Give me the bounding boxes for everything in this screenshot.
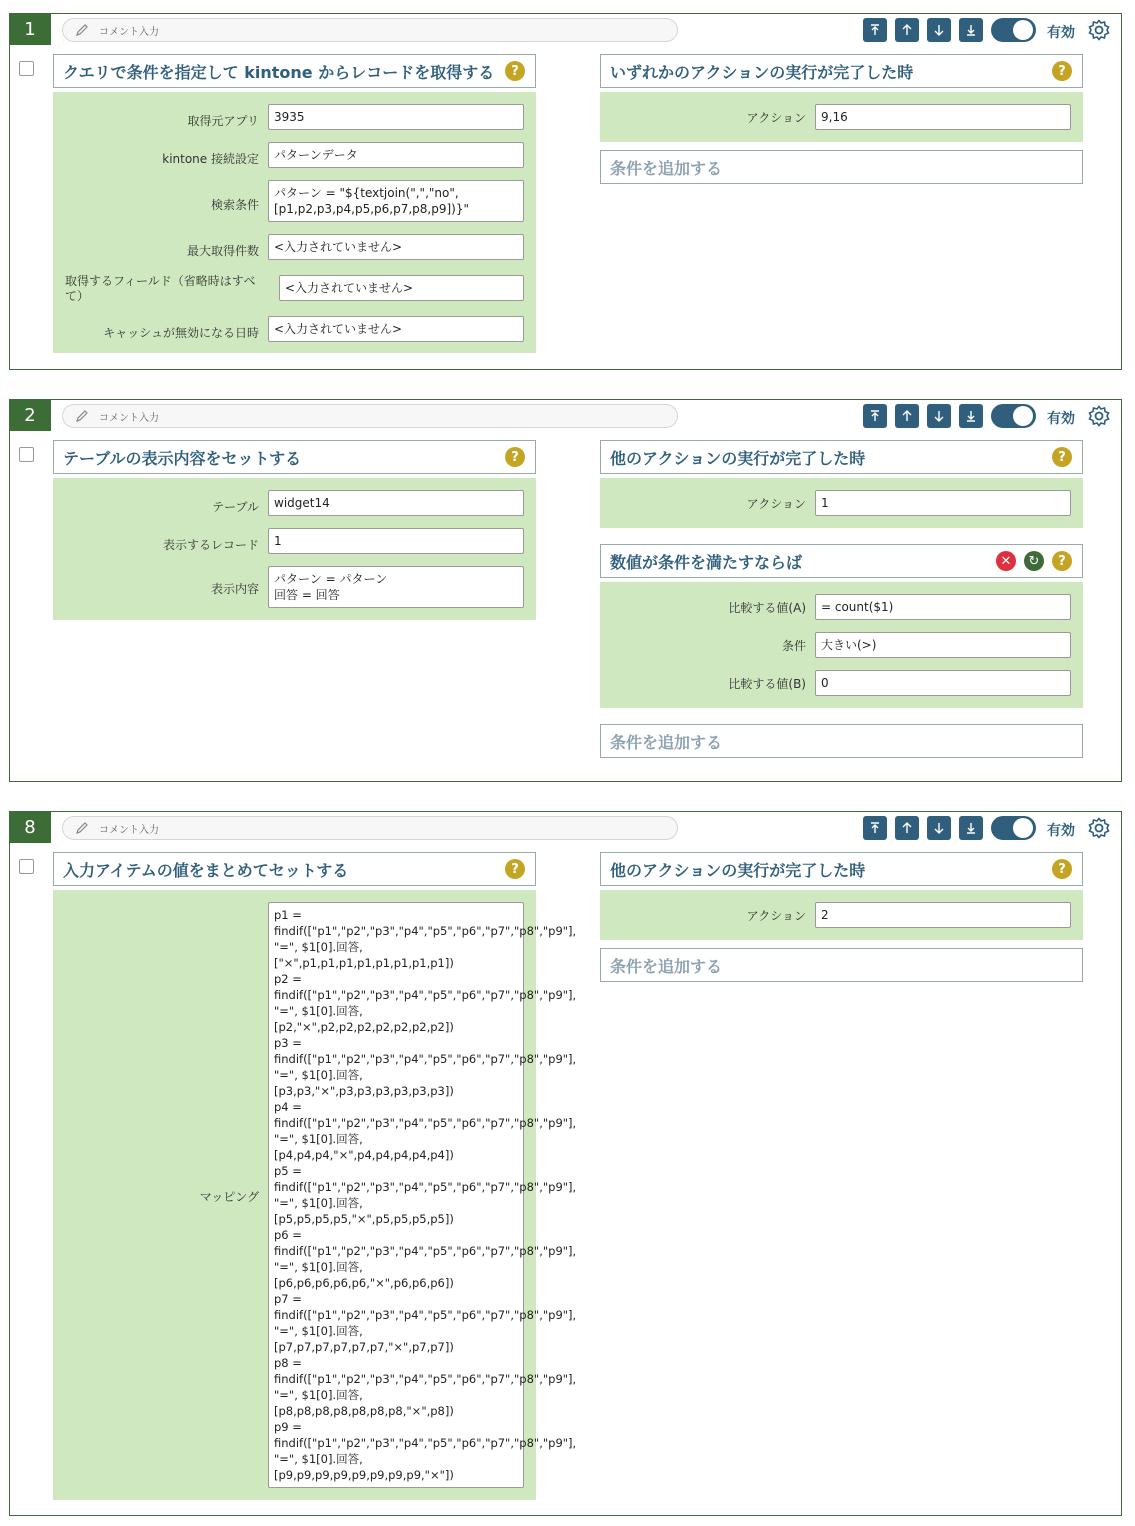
help-icon[interactable]: ? [1052, 447, 1072, 467]
add-condition-button[interactable]: 条件を追加する [600, 724, 1083, 758]
action-body [53, 890, 577, 1500]
comment-input[interactable] [62, 816, 678, 840]
help-icon[interactable]: ? [505, 447, 525, 467]
arrow-up-icon [900, 23, 914, 37]
move-up-button[interactable] [895, 816, 919, 840]
comment-input[interactable] [62, 18, 678, 42]
arrow-down-icon [932, 23, 946, 37]
move-up-button[interactable] [895, 404, 919, 428]
comment-placeholder: コメント入力 [99, 412, 159, 424]
enable-toggle[interactable] [991, 18, 1036, 42]
field-input[interactable]: <入力されていません> [268, 316, 524, 342]
condition-input[interactable]: = count($1) [815, 594, 1071, 620]
condition-title: 数値が条件を満たすならば [610, 552, 803, 572]
action-body [53, 478, 536, 620]
arrow-top-icon [868, 23, 882, 37]
trigger-body [600, 478, 1083, 528]
condition-header [600, 544, 1083, 578]
field-input[interactable]: パターンデータ [268, 142, 524, 168]
move-bottom-button[interactable] [959, 404, 983, 428]
toggle-label: 有効 [1047, 823, 1075, 839]
move-top-button[interactable] [863, 18, 887, 42]
move-down-button[interactable] [927, 18, 951, 42]
arrow-up-icon [900, 821, 914, 835]
arrow-bottom-icon [964, 821, 978, 835]
gear-icon[interactable] [1087, 18, 1111, 42]
arrow-bottom-icon [964, 23, 978, 37]
comment-placeholder: コメント入力 [99, 824, 159, 836]
field-label: 表示内容 [210, 581, 259, 596]
field-input[interactable]: 1 [268, 528, 524, 554]
help-icon[interactable]: ? [505, 859, 525, 879]
move-bottom-button[interactable] [959, 18, 983, 42]
move-top-button[interactable] [863, 404, 887, 428]
move-up-button[interactable] [895, 18, 919, 42]
trigger-label: アクション [746, 496, 806, 511]
action-header [53, 852, 536, 886]
toggle-label: 有効 [1047, 25, 1075, 41]
field-label: 最大取得件数 [186, 243, 259, 258]
condition-label: 比較する値(A) [728, 600, 806, 615]
action-card-1 [9, 13, 1122, 370]
action-card-2 [9, 399, 1122, 782]
action-title: 入力アイテムの値をまとめてセットする [63, 860, 349, 880]
arrow-down-icon [932, 821, 946, 835]
trigger-label: アクション [746, 908, 806, 923]
card-number: 1 [9, 13, 51, 45]
toggle-knob [1013, 20, 1033, 40]
mapping-textarea[interactable]: p1 = findif(["p1","p2","p3","p4","p5","p6","p7","p8","p9"], "=", $1[0].回答, ["×",p1,p1,p1,p1,p1,p1,p1,p1]) p2 = findif(["p1","p2","p3","p4","p5","p6","p7","p8","p9"], "=", $1[0].回答, [p2,"×",p2,p2,p2,p2,p2,p2,p2]) p3 = findif(["p1","p2","p3","p4","p5","p6","p7","p8","p9"], "=", $1[0].回答, [p3,p3,"×",p3,p3,p3,p3,p3,p3]) p4 = findif(["p1","p2","p3","p4","p5","p6","p7","p8","p9"], "=", $1[0].回答, [p4,p4,p4,"×",p4,p4,p4,p4,p4]) p5 = findif(["p1","p2","p3","p4","p5","p6","p7","p8","p9"], "=", $1[0].回答, [p5,p5,p5,p5,"×",p5,p5,p5,p5]) p6 = findif(["p1","p2","p3","p4","p5","p6","p7","p8","p9"], "=", $1[0].回答, [p6,p6,p6,p6,p6,"×",p6,p6,p6]) p7 = findif(["p1","p2","p3","p4","p5","p6","p7","p8","p9"], "=", $1[0].回答, [p7,p7,p7,p7,p7,p7,"×",p7,p7]) p8 = findif(["p1","p2","p3","p4","p5","p6","p7","p8","p9"], "=", $1[0].回答, [p8,p8,p8,p8,p8,p8,p8,"×",p8]) p9 = findif(["p1","p2","p3","p4","p5","p6","p7","p8","p9"], "=", $1[0].回答, [p9,p9,p9,p9,p9,p9,p9,p9,"×"]) [268, 902, 524, 1488]
trigger-input[interactable]: 9,16 [815, 104, 1071, 130]
trigger-title: 他のアクションの実行が完了した時 [610, 448, 866, 468]
select-checkbox[interactable] [19, 61, 34, 76]
arrow-bottom-icon [964, 409, 978, 423]
trigger-title: 他のアクションの実行が完了した時 [610, 860, 866, 880]
field-input[interactable]: パターン = "${textjoin(",","no", [p1,p2,p3,p4,p5,p6,p7,p8,p9])}" [268, 180, 524, 222]
refresh-icon[interactable]: ↻ [1024, 551, 1044, 571]
condition-label: 条件 [781, 638, 806, 653]
trigger-input[interactable]: 1 [815, 490, 1071, 516]
select-checkbox[interactable] [19, 447, 34, 462]
close-icon[interactable]: ✕ [996, 551, 1016, 571]
trigger-header [600, 54, 1083, 88]
condition-select[interactable]: 大きい(>) [815, 632, 1071, 658]
gear-icon[interactable] [1087, 816, 1111, 840]
field-label: 取得元アプリ [187, 113, 259, 128]
toggle-knob [1013, 406, 1033, 426]
help-icon[interactable]: ? [505, 61, 525, 81]
card-number: 8 [9, 811, 51, 843]
arrow-top-icon [868, 821, 882, 835]
move-down-button[interactable] [927, 816, 951, 840]
add-condition-button[interactable]: 条件を追加する [600, 948, 1083, 982]
field-label: テーブル [212, 499, 259, 514]
arrow-up-icon [900, 409, 914, 423]
comment-input[interactable] [62, 404, 678, 428]
action-body [53, 92, 536, 353]
move-down-button[interactable] [927, 404, 951, 428]
trigger-body [600, 890, 1083, 940]
condition-body [600, 582, 1083, 708]
arrow-top-icon [868, 409, 882, 423]
action-header [53, 440, 536, 474]
move-top-button[interactable] [863, 816, 887, 840]
card-number: 2 [9, 399, 51, 431]
action-title: テーブルの表示内容をセットする [63, 448, 302, 468]
field-label: 検索条件 [210, 197, 259, 212]
condition-label: 比較する値(B) [728, 676, 806, 691]
field-input[interactable]: <入力されていません> [279, 275, 524, 301]
trigger-header [600, 440, 1083, 474]
action-title: クエリで条件を指定して kintone からレコードを取得する [63, 62, 495, 82]
move-bottom-button[interactable] [959, 816, 983, 840]
trigger-label: アクション [746, 110, 806, 125]
field-input[interactable]: <入力されていません> [268, 234, 524, 260]
enable-toggle[interactable] [991, 404, 1036, 428]
field-input[interactable]: 3935 [268, 104, 524, 130]
field-label: 取得するフィールド（省略時はすべて） [65, 274, 256, 303]
help-icon[interactable]: ? [1052, 61, 1072, 81]
field-input[interactable]: widget14 [268, 490, 524, 516]
comment-placeholder: コメント入力 [99, 26, 159, 38]
trigger-title: いずれかのアクションの実行が完了した時 [610, 62, 914, 82]
pencil-icon [75, 23, 89, 37]
help-icon[interactable]: ? [1052, 859, 1072, 879]
pencil-icon [75, 821, 89, 835]
mapping-label: マッピング [199, 1189, 259, 1204]
pencil-icon [75, 409, 89, 423]
field-label: キャッシュが無効になる日時 [103, 325, 259, 340]
field-label: kintone 接続設定 [162, 151, 259, 166]
trigger-input[interactable]: 2 [815, 902, 1071, 928]
field-label: 表示するレコード [162, 537, 259, 552]
condition-input[interactable]: 0 [815, 670, 1071, 696]
action-header [53, 54, 536, 88]
trigger-body [600, 92, 1083, 142]
add-condition-button[interactable]: 条件を追加する [600, 150, 1083, 184]
arrow-down-icon [932, 409, 946, 423]
help-icon[interactable]: ? [1052, 551, 1072, 571]
enable-toggle[interactable] [991, 816, 1036, 840]
gear-icon[interactable] [1087, 404, 1111, 428]
field-input[interactable]: パターン = パターン 回答 = 回答 [268, 566, 524, 608]
toggle-label: 有効 [1047, 411, 1075, 427]
select-checkbox[interactable] [19, 859, 34, 874]
trigger-header [600, 852, 1083, 886]
action-card-8 [9, 811, 1122, 1516]
toggle-knob [1013, 818, 1033, 838]
